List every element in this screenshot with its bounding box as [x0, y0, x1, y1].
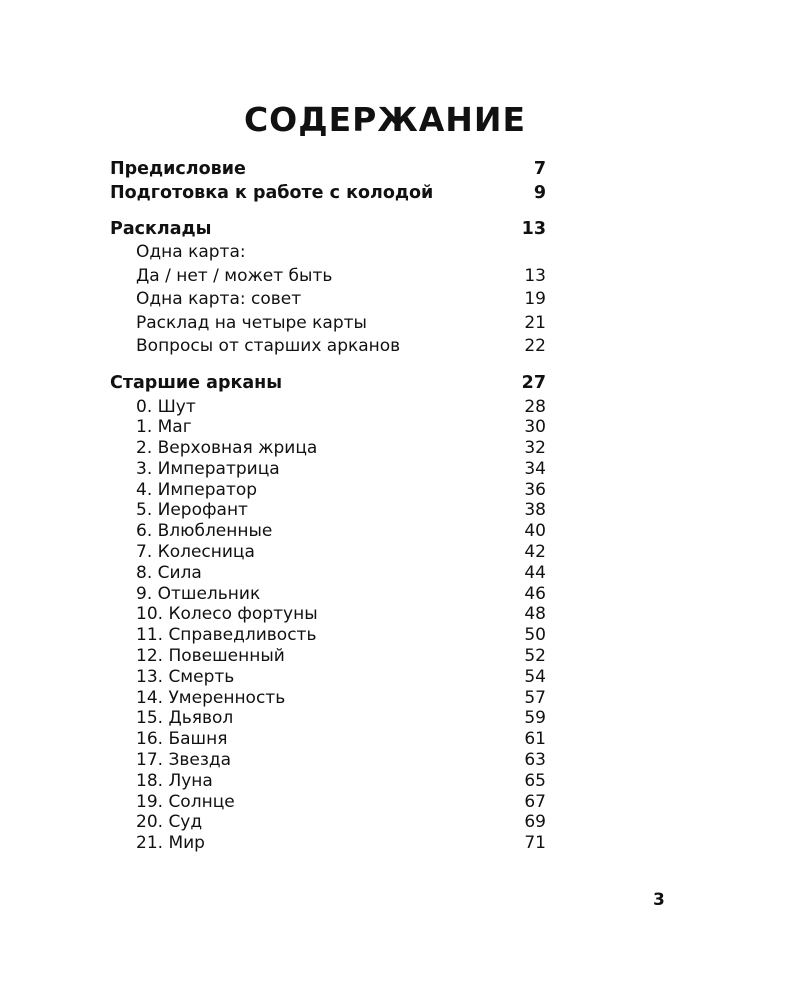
- toc-section-heading[interactable]: [110, 371, 546, 395]
- toc-entry[interactable]: [110, 542, 546, 563]
- toc-entry-label: Вопросы от старших арканов: [136, 336, 401, 356]
- toc-entry[interactable]: [110, 792, 546, 813]
- toc-entry[interactable]: [110, 750, 546, 771]
- toc-entry-page: 50: [524, 625, 546, 646]
- toc-entry[interactable]: [110, 729, 546, 750]
- toc-entry-page: 13: [524, 265, 546, 286]
- toc-entry[interactable]: [110, 521, 546, 542]
- toc-entry-label: 3. Императрица: [136, 458, 280, 479]
- toc-entry-page: 61: [524, 729, 546, 750]
- toc-entry-page: 48: [524, 604, 546, 625]
- toc-entry[interactable]: [110, 604, 546, 625]
- intro-section: [110, 157, 546, 205]
- toc-entry-page: 32: [524, 438, 546, 459]
- toc-entry[interactable]: [110, 265, 546, 289]
- toc-entry[interactable]: [110, 708, 546, 729]
- toc-section-heading[interactable]: [110, 217, 546, 241]
- toc-entry-page: 38: [524, 500, 546, 521]
- toc-entry-page: 67: [524, 791, 546, 812]
- toc-entry-label: 21. Мир: [136, 833, 205, 854]
- toc-entry-page: 54: [524, 666, 546, 687]
- toc-entry-page: 69: [524, 812, 546, 833]
- toc-entry[interactable]: [110, 500, 546, 521]
- toc-entry-label: 2. Верховная жрица: [136, 438, 318, 459]
- toc-entry-page: 59: [524, 708, 546, 729]
- toc-entry-label: Расклады: [110, 219, 212, 239]
- toc-entry-label: 7. Колесница: [136, 542, 255, 563]
- toc-entry-label: 10. Колесо фортуны: [136, 604, 318, 625]
- toc-entry-page: 63: [524, 750, 546, 771]
- toc-entry-page: 21: [524, 312, 546, 333]
- toc-entry[interactable]: [110, 438, 546, 459]
- toc-entry-label: Да / нет / может быть: [136, 265, 333, 286]
- toc-entry-label: 14. Умеренность: [136, 687, 286, 708]
- toc-entry-page: 44: [524, 562, 546, 583]
- toc-entry[interactable]: [110, 625, 546, 646]
- toc-entry-label: 18. Луна: [136, 770, 213, 791]
- table-of-contents: [110, 157, 546, 854]
- toc-entry-page: 28: [524, 396, 546, 417]
- toc-entry-label: 20. Суд: [136, 812, 203, 833]
- toc-entry[interactable]: [110, 833, 546, 854]
- toc-entry-label: 19. Солнце: [136, 791, 235, 812]
- toc-entry-page: 19: [524, 289, 546, 309]
- toc-entry-page: 36: [524, 479, 546, 500]
- toc-entry-page: 27: [521, 372, 546, 393]
- toc-entry-label: 5. Иерофант: [136, 500, 248, 521]
- toc-entry-label: Старшие арканы: [110, 372, 283, 393]
- toc-entry-label: 17. Звезда: [136, 750, 232, 771]
- toc-entry-label: Одна карта: совет: [136, 289, 302, 309]
- toc-entry[interactable]: [110, 181, 546, 205]
- toc-entry[interactable]: [110, 688, 546, 709]
- toc-entry-label: 11. Справедливость: [136, 625, 317, 646]
- toc-entry-label: Предисловие: [110, 159, 246, 179]
- toc-entry-label: 13. Смерть: [136, 666, 235, 687]
- toc-entry[interactable]: [110, 459, 546, 480]
- toc-entry[interactable]: [110, 397, 546, 418]
- toc-entry[interactable]: [110, 646, 546, 667]
- toc-entry-label: 6. Влюбленные: [136, 521, 273, 542]
- toc-entry[interactable]: [110, 563, 546, 584]
- major-arcana-section: [110, 371, 546, 855]
- toc-entry[interactable]: [110, 288, 546, 312]
- toc-entry-page: 34: [524, 458, 546, 479]
- page-title: СОДЕРЖАНИЕ: [243, 100, 527, 139]
- toc-entry[interactable]: [110, 812, 546, 833]
- toc-entry-label: 4. Император: [136, 479, 258, 500]
- toc-entry-label: 0. Шут: [136, 396, 196, 417]
- toc-entry[interactable]: [110, 584, 546, 605]
- toc-entry-label: 16. Башня: [136, 729, 228, 750]
- toc-entry[interactable]: [110, 335, 546, 359]
- toc-entry[interactable]: [110, 667, 546, 688]
- toc-entry-page: 13: [521, 219, 546, 239]
- toc-entry-page: 42: [524, 542, 546, 563]
- toc-entry[interactable]: [110, 157, 546, 181]
- toc-entry-label: Расклад на четыре карты: [136, 312, 367, 333]
- toc-entry-label: Подготовка к работе с колодой: [110, 183, 434, 203]
- page-number: 3: [653, 890, 665, 910]
- toc-entry[interactable]: [110, 312, 546, 336]
- spreads-section: [110, 217, 546, 359]
- toc-entry[interactable]: [110, 480, 546, 501]
- toc-entry-label: 15. Дьявол: [136, 708, 234, 729]
- toc-entry-page: 40: [524, 521, 546, 542]
- toc-entry-label: 12. Повешенный: [136, 646, 285, 667]
- toc-entry-label: 9. Отшельник: [136, 583, 261, 604]
- toc-entry-page: 57: [524, 687, 546, 708]
- toc-subheading: [110, 241, 546, 265]
- toc-subheading-label: Одна карта:: [136, 242, 246, 262]
- toc-entry-page: 22: [524, 336, 546, 356]
- toc-entry-label: 8. Сила: [136, 562, 202, 583]
- toc-entry[interactable]: [110, 417, 546, 438]
- toc-entry-page: 9: [533, 183, 546, 203]
- toc-entry-page: 65: [524, 770, 546, 791]
- toc-entry-page: 30: [524, 417, 546, 438]
- toc-entry-label: 1. Маг: [136, 417, 192, 438]
- toc-entry-page: 46: [524, 583, 546, 604]
- toc-entry[interactable]: [110, 771, 546, 792]
- toc-entry-page: 7: [533, 159, 546, 179]
- toc-entry-page: 71: [524, 833, 546, 854]
- toc-entry-page: 52: [524, 646, 546, 667]
